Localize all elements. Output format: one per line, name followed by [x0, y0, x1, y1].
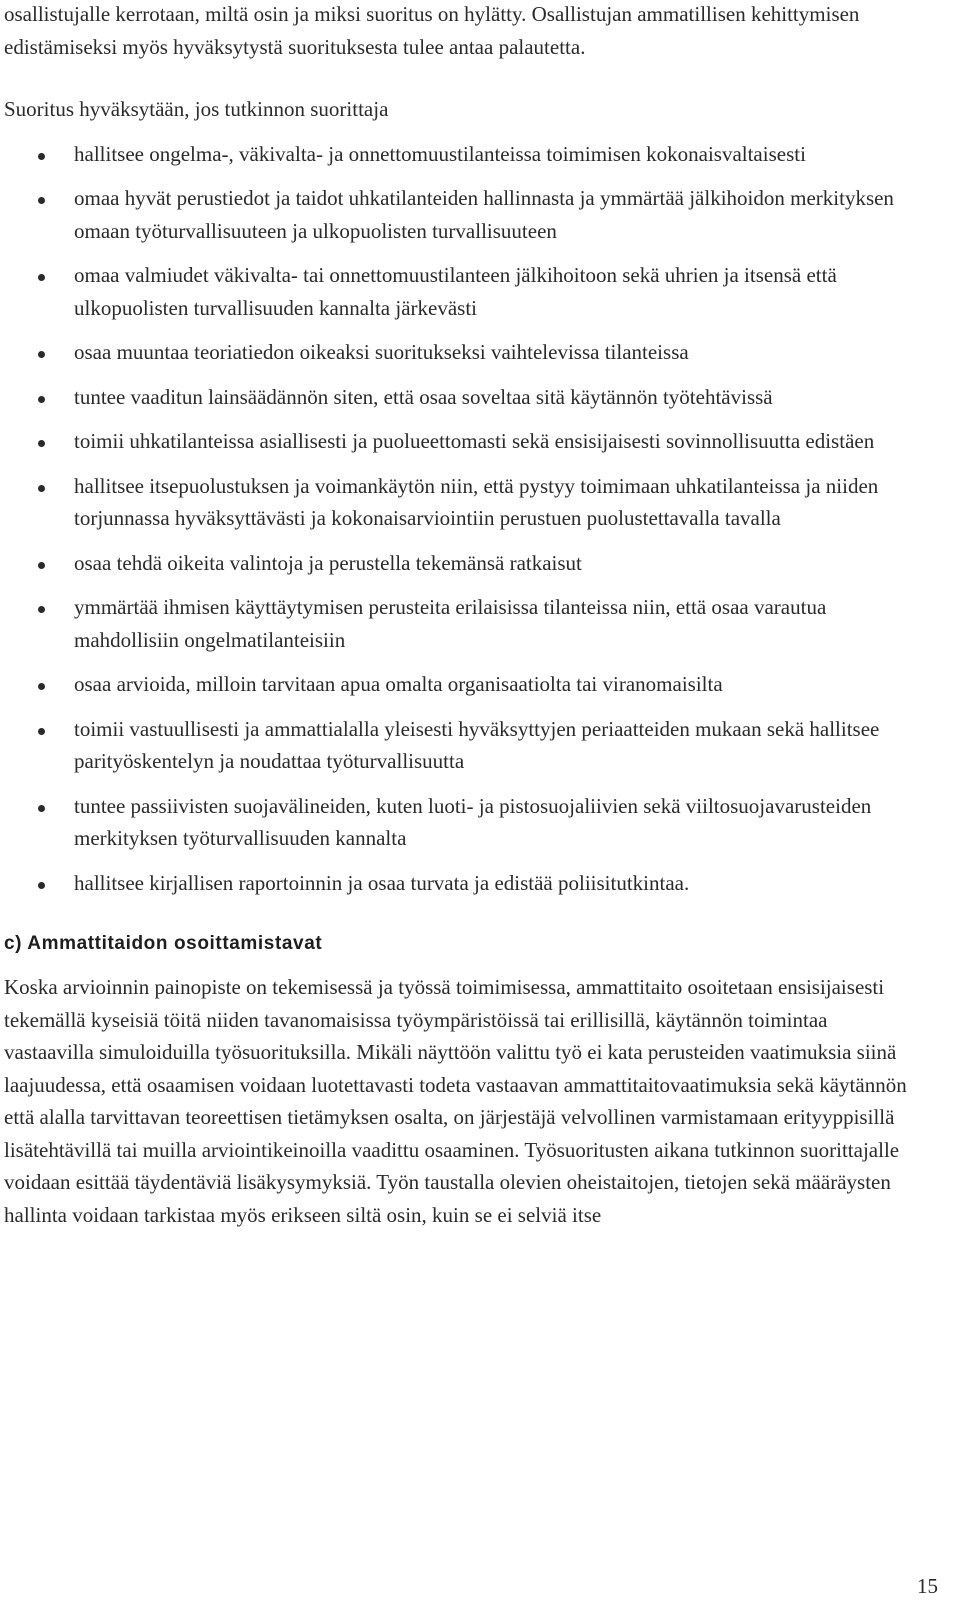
criteria-text: ymmärtää ihmisen käyttäytymisen perusteita erilaisissa tilanteissa niin, että osaa varautua mahdollisiin ongelmatilanteisiin — [74, 595, 827, 652]
list-item — [4, 547, 934, 580]
criteria-text: osaa arvioida, milloin tarvitaan apua omalta organisaatiolta tai viranomaisilta — [74, 672, 723, 696]
page-number: 15 — [917, 1574, 938, 1598]
list-item — [4, 425, 934, 458]
document-page — [4, 0, 934, 1231]
criteria-text: hallitsee ongelma-, väkivalta- ja onnettomuustilanteissa toimimisen kokonaisvaltaisesti — [74, 141, 806, 166]
criteria-text: toimii vastuullisesti ja ammattialalla yleisesti hyväksyttyjen periaatteiden mukaan sekä hallitsee parityöskentelyn ja noudattaa työturvallisuutta — [74, 716, 880, 773]
criteria-text: toimii uhkatilanteissa asiallisesti ja puolueettomasti sekä ensisijaisesti sovinnollisuutta edistäen — [74, 429, 875, 453]
section-paragraph: Koska arvioinnin painopiste on tekemisessä ja työssä toimimisessa, ammattitaito osoitetaan ensisijaisesti tekemällä kyseisiä töitä niiden tavanomaisissa työympäristöissä tai erillisillä, käytännön toimintaa vastaavilla simuloiduilla työsuorituksilla. Mikäli näyttöön valittu työ ei kata perusteiden vaatimuksia siinä laajuudessa, että osaamisen voidaan luotettavasti todeta vastaavan ammattitaitovaatimuksia sekä käytännön että alalla tarvittavan teoreettisen tietämyksen osalta, on järjestäjä velvollinen varmistamaan erityyppisillä lisätehtävillä tai muilla arviointikeinoilla vaadittu osaaminen. Työsuoritusten aikana tutkinnon suorittajalle voidaan esittää täydentäviä lisäkysymyksiä. Työn taustalla olevien oheistaitojen, tietojen sekä määräysten hallinta voidaan tarkistaa myös erikseen siltä osin, kuin se ei selviä itse — [4, 975, 907, 1227]
criteria-text: omaa valmiudet väkivalta- tai onnettomuustilanteen jälkihoitoon sekä uhrien ja itsensä että ulkopuolisten turvallisuuden kannalta järkevästi — [74, 263, 837, 320]
list-item — [4, 668, 934, 701]
list-item — [4, 470, 934, 535]
intro-paragraph: osallistujalle kerrotaan, miltä osin ja miksi suoritus on hylätty. Osallistujan ammatillisen kehittymisen edistämiseksi myös hyväksytystä suorituksesta tulee antaa palautetta. — [4, 2, 860, 59]
list-item — [4, 790, 934, 855]
bullet-icon — [38, 197, 45, 204]
bullet-icon — [38, 351, 45, 358]
bullet-icon — [38, 683, 45, 690]
list-item — [4, 713, 934, 778]
section-heading: c) Ammattitaidon osoittamistavat — [4, 933, 323, 954]
bullet-icon — [38, 728, 45, 735]
criteria-list — [4, 138, 934, 900]
bullet-icon — [38, 153, 45, 160]
criteria-text: omaa hyvät perustiedot ja taidot uhkatilanteiden hallinnasta ja ymmärtää jälkihoidon merkityksen omaan työturvallisuuteen ja ulkopuolisten turvallisuuteen — [74, 186, 894, 243]
criteria-text: osaa muuntaa teoriatiedon oikeaksi suoritukseksi vaihtelevissa tilanteissa — [74, 340, 689, 364]
criteria-text: hallitsee itsepuolustuksen ja voimankäytön niin, että pystyy toimimaan uhkatilanteissa ja niiden torjunnassa hyväksyttävästi ja kokonaisarviointiin perustuen puolustettavalla tavalla — [74, 473, 879, 530]
list-item — [4, 336, 934, 369]
list-item — [4, 867, 934, 900]
bullet-icon — [38, 440, 45, 447]
criteria-text: tuntee passiivisten suojavälineiden, kuten luoti- ja pistosuojaliivien sekä viiltosuojavarusteiden merkityksen työturvallisuuden kannalta — [74, 793, 872, 850]
list-item — [4, 259, 934, 324]
criteria-lead: Suoritus hyväksytään, jos tutkinnon suorittaja — [4, 97, 389, 121]
criteria-text: osaa tehdä oikeita valintoja ja perustella tekemänsä ratkaisut — [74, 550, 582, 575]
criteria-text: tuntee vaaditun lainsäädännön siten, että osaa soveltaa sitä käytännön työtehtävissä — [74, 384, 773, 409]
criteria-text: hallitsee kirjallisen raportoinnin ja osaa turvata ja edistää poliisitutkintaa. — [74, 870, 690, 895]
bullet-icon — [38, 805, 45, 812]
bullet-icon — [38, 562, 45, 569]
list-item — [4, 381, 934, 414]
bullet-icon — [38, 882, 45, 889]
list-item — [4, 182, 934, 247]
bullet-icon — [38, 274, 45, 281]
bullet-icon — [38, 396, 45, 403]
list-item — [4, 591, 934, 656]
bullet-icon — [38, 606, 45, 613]
list-item — [4, 138, 934, 171]
bullet-icon — [38, 485, 45, 492]
